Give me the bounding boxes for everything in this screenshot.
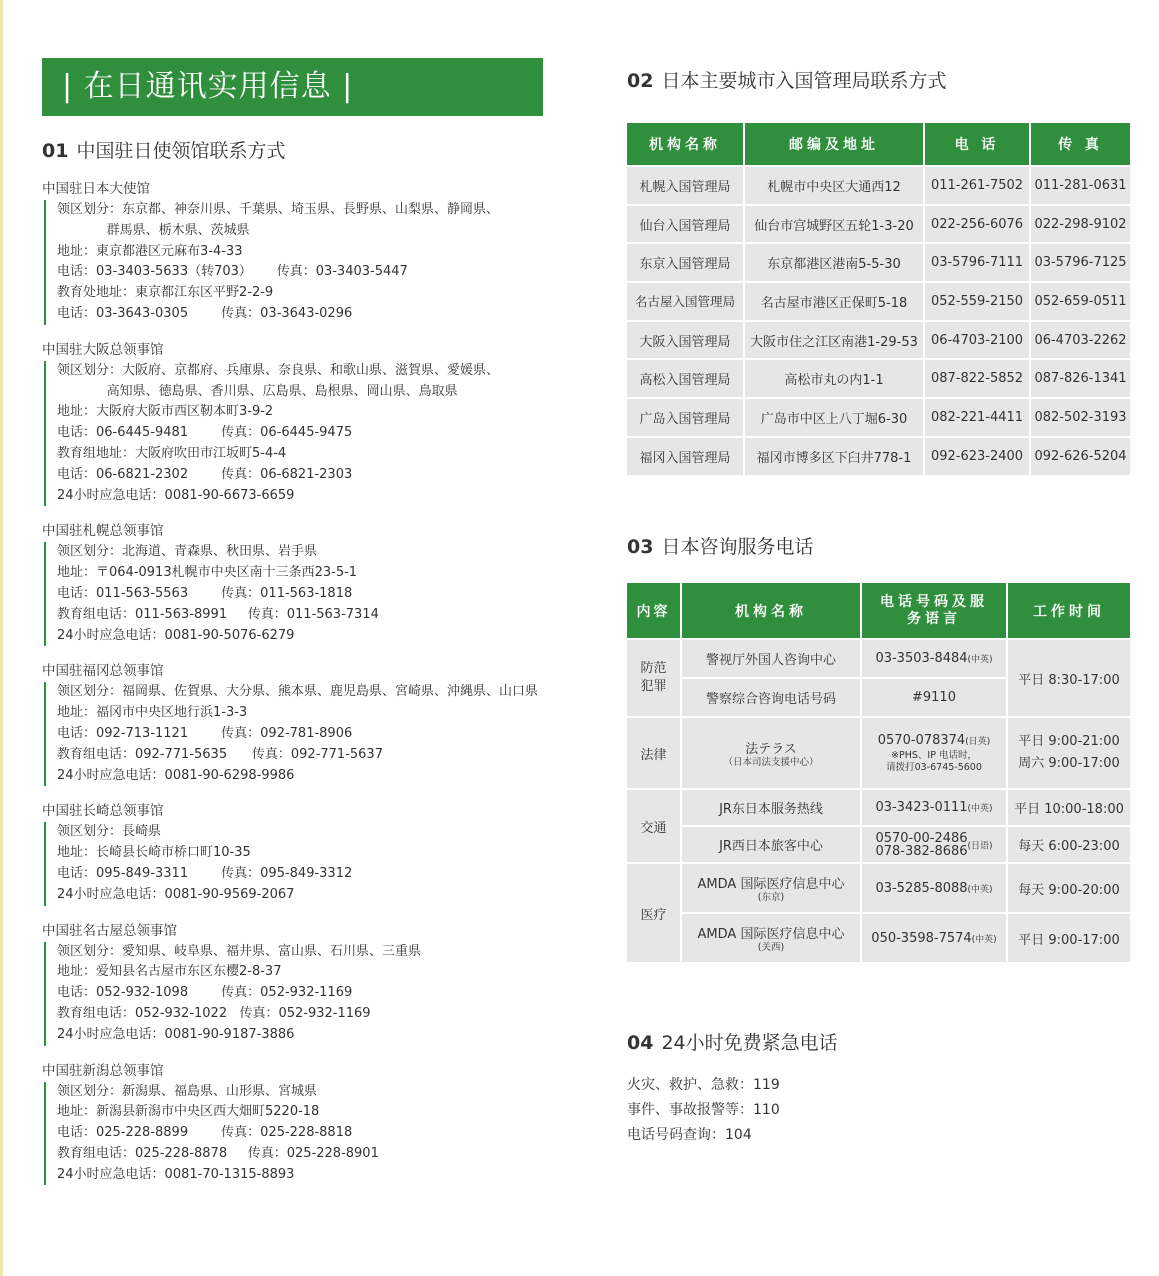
traffic-org-2: JR西日本旅客中心 — [682, 827, 860, 862]
emergency-line-fire: 火灾、救护、急救：119 — [627, 1077, 780, 1093]
consulate-detail-line: 教育组电话：092-771-5635 传真：092-771-5637 — [57, 746, 383, 762]
bureau-address: 札幌市中央区大通西12 — [745, 167, 923, 204]
crime-org-2: 警察综合咨询电话号码 — [682, 679, 860, 716]
consulate-detail-line: 领区划分：东京都、神奈川県、千葉県、埼玉県、長野県、山梨県、静岡県、 — [57, 202, 500, 217]
consulate-detail-line: 地址：新潟县新潟市中央区西大畑町5220-18 — [57, 1104, 320, 1120]
bureau-name: 札幌入国管理局 — [627, 167, 743, 204]
category-law: 法律 — [627, 718, 680, 788]
consulate-name: 中国驻福冈总领事馆 — [42, 663, 164, 680]
medical-org-1: AMDA 国际医疗信息中心 (东京) — [682, 864, 860, 912]
consulate-detail-line: 24小时应急电话：0081-90-9569-2067 — [57, 886, 295, 902]
bureau-address: 高松市丸の内1-1 — [745, 360, 923, 397]
bureau-name: 大阪入国管理局 — [627, 322, 743, 359]
section-01-number: 01 — [42, 140, 69, 162]
consulate-detail-line: 电话：011-563-5563 传真：011-563-1818 — [57, 585, 353, 601]
section-04-label: 24小时免费紧急电话 — [661, 1032, 838, 1054]
consulate-detail-line: 领区划分：愛知県、岐阜県、福井県、富山県、石川県、三重県 — [57, 943, 422, 959]
bureau-name: 名古屋入国管理局 — [627, 283, 743, 320]
section-02-title — [627, 66, 1130, 93]
consulate-detail-line: 教育组电话：052-932-1022 传真：052-932-1169 — [57, 1005, 371, 1021]
consulate-detail-line: 教育处地址：東京都江东区平野2-2-9 — [57, 285, 274, 301]
consulate-detail-line: 领区划分：福岡県、佐賀県、大分県、熊本県、鹿児島県、宮崎県、沖縄県、山口県 — [57, 684, 539, 700]
traffic-tel-1: 03-3423-0111(中英) — [862, 790, 1006, 825]
consulate-detail-line: 24小时应急电话：0081-90-6673-6659 — [57, 487, 295, 503]
category-medical: 医疗 — [627, 864, 680, 962]
consulate-detail-line: 地址：长崎县长崎市桥口町10-35 — [57, 845, 251, 861]
bureau-fax: 022-298-9102 — [1031, 206, 1130, 243]
consulate-detail-line: 电话：03-3643-0305 传真：03-3643-0296 — [57, 305, 353, 321]
consulate-block — [42, 1061, 587, 1186]
consulate-detail-line: 电话：025-228-8899 传真：025-228-8818 — [57, 1125, 353, 1141]
traffic-tel-2: 0570-00-2486 078-382-8686 (日语) — [862, 827, 1006, 862]
medical-tel-1: 03-5285-8088(中英) — [862, 864, 1006, 912]
consulate-detail-line: 地址：東京都港区元麻布3-4-33 — [57, 243, 243, 259]
consulate-block — [42, 521, 587, 646]
emergency-line-police: 事件、事故报警等：110 — [627, 1102, 780, 1118]
table-row — [627, 399, 1130, 436]
consulate-name: 中国驻日本大使馆 — [42, 181, 150, 197]
medical-org-2: AMDA 国际医疗信息中心 (关西) — [682, 914, 860, 962]
consulate-detail-line: 教育组电话：025-228-8878 传真：025-228-8901 — [57, 1145, 379, 1161]
col-header-address: 邮编及地址 — [745, 123, 923, 165]
table-row — [627, 206, 1130, 243]
bureau-tel: 087-822-5852 — [925, 360, 1029, 397]
consulate-name: 中国驻名古屋总领事馆 — [42, 922, 177, 939]
bureau-tel: 011-261-7502 — [925, 167, 1029, 204]
consulate-detail-line: 领区划分：長崎県 — [57, 824, 162, 840]
consulate-detail-line: 领区划分：大阪府、京都府、兵庫県、奈良県、和歌山県、滋賀県、愛媛県、 — [57, 362, 500, 378]
traffic-hours-1: 平日 10:00-18:00 — [1008, 790, 1130, 825]
crime-hours: 平日 8:30-17:00 — [1008, 640, 1130, 716]
section-01-label: 中国驻日使领馆联系方式 — [76, 140, 286, 162]
consulate-name: 中国驻大阪总领事馆 — [42, 341, 164, 358]
bureau-tel: 082-221-4411 — [925, 399, 1029, 436]
table-row — [627, 360, 1130, 397]
consulate-detail-line: 电话：03-3403-5633（转703） 传真：03-3403-5447 — [57, 264, 408, 280]
consulate-detail-line: 地址：爱知县名古屋市东区东樱2-8-37 — [57, 964, 282, 980]
consulate-detail-line: 电话：092-713-1121 传真：092-781-8906 — [57, 725, 353, 741]
section-04-title — [627, 1028, 1130, 1055]
consulate-name: 中国驻新潟总领事馆 — [42, 1062, 164, 1079]
consulate-detail-line: 24小时应急电话：0081-90-9187-3886 — [57, 1026, 295, 1042]
bureau-tel: 06-4703-2100 — [925, 322, 1029, 359]
consulate-detail-line: 电话：095-849-3311 传真：095-849-3312 — [57, 865, 353, 881]
section-03-label: 日本咨询服务电话 — [661, 536, 814, 558]
bureau-tel: 052-559-2150 — [925, 283, 1029, 320]
consulate-details — [44, 361, 587, 507]
medical-tel-2: 050-3598-7574(中英) — [862, 914, 1006, 962]
bureau-address: 福冈市博多区下臼井778-1 — [745, 438, 923, 475]
consulate-name: 中国驻长崎总领事馆 — [42, 803, 164, 820]
section-04 — [627, 1028, 1130, 1148]
consulate-block — [42, 801, 587, 905]
section-02 — [627, 66, 1130, 477]
consulate-detail-line: 高知県、徳島県、香川県、広島県、島根県、岡山県、鳥取県 — [57, 383, 458, 399]
col-header-tel: 电 话 — [925, 123, 1029, 165]
immigration-bureau-table — [625, 121, 1132, 477]
table-row — [627, 438, 1130, 475]
consultation-table — [625, 581, 1132, 964]
emergency-line-directory: 电话号码查询：104 — [627, 1127, 752, 1143]
crime-org-1: 警视厅外国人咨询中心 — [682, 640, 860, 677]
medical-hours-1: 每天 9:00-20:00 — [1008, 864, 1130, 912]
bureau-fax: 087-826-1341 — [1031, 360, 1130, 397]
consulate-detail-line: 领区划分：北海道、青森県、秋田県、岩手県 — [57, 544, 318, 560]
category-crime: 防范犯罪 — [627, 640, 680, 716]
medical-hours-2: 平日 9:00-17:00 — [1008, 914, 1130, 962]
section-04-number: 04 — [627, 1032, 654, 1054]
bureau-fax: 082-502-3193 — [1031, 399, 1130, 436]
page-edge-line — [0, 0, 3, 1276]
bureau-name: 广岛入国管理局 — [627, 399, 743, 436]
consulate-block — [42, 921, 587, 1046]
consulate-name: 中国驻札幌总领事馆 — [42, 523, 164, 540]
category-traffic: 交通 — [627, 790, 680, 862]
bureau-address: 名古屋市港区正保町5-18 — [745, 283, 923, 320]
bureau-fax: 06-4703-2262 — [1031, 322, 1130, 359]
bureau-address: 广岛市中区上八丁堀6-30 — [745, 399, 923, 436]
traffic-org-1: JR东日本服务热线 — [682, 790, 860, 825]
consulate-detail-line: 电话：06-6821-2302 传真：06-6821-2303 — [57, 466, 353, 482]
bureau-address: 东京都港区港南5-5-30 — [745, 244, 923, 281]
table-row — [627, 283, 1130, 320]
consulate-detail-line: 地址：〒064-0913札幌市中央区南十三条西23-5-1 — [57, 565, 358, 581]
bureau-fax: 03-5796-7125 — [1031, 244, 1130, 281]
bureau-tel: 022-256-6076 — [925, 206, 1029, 243]
consulate-detail-line: 电话：052-932-1098 传真：052-932-1169 — [57, 985, 353, 1001]
law-tel: 0570-078374(日英) ※PHS、IP 电话时， 请拨打03-6745-5600 — [862, 718, 1006, 788]
bureau-fax: 052-659-0511 — [1031, 283, 1130, 320]
consulate-detail-line: 电话：06-6445-9481 传真：06-6445-9475 — [57, 425, 353, 441]
col-header-content: 内容 — [627, 583, 680, 638]
consulate-detail-line: 24小时应急电话：0081-70-1315-8893 — [57, 1166, 295, 1182]
consulate-details — [44, 1082, 587, 1186]
col-header-tel-lang: 电话号码及服务语言 — [862, 583, 1006, 638]
section-02-label: 日本主要城市入国管理局联系方式 — [661, 70, 947, 92]
bureau-fax: 011-281-0631 — [1031, 167, 1130, 204]
table-row — [627, 244, 1130, 281]
bureau-address: 大阪市住之江区南港1-29-53 — [745, 322, 923, 359]
section-02-number: 02 — [627, 70, 654, 92]
bureau-fax: 092-626-5204 — [1031, 438, 1130, 475]
consulate-details — [44, 682, 587, 786]
consulate-block — [42, 179, 587, 325]
bureau-name: 东京入国管理局 — [627, 244, 743, 281]
consulate-detail-line: 地址：福冈市中央区地行浜1-3-3 — [57, 705, 248, 721]
consulate-list — [42, 179, 587, 1185]
crime-tel-1: 03-3503-8484(中英) — [862, 640, 1006, 677]
consulate-detail-line: 地址：大阪府大阪市西区靭本町3-9-2 — [57, 404, 274, 420]
col-header-hours: 工作时间 — [1008, 583, 1130, 638]
section-03 — [627, 532, 1130, 964]
col-header-org: 机构名称 — [627, 123, 743, 165]
section-01-title — [42, 136, 587, 163]
consulate-block — [42, 661, 587, 786]
bureau-name: 仙台入国管理局 — [627, 206, 743, 243]
consulate-detail-line: 教育组电话：011-563-8991 传真：011-563-7314 — [57, 606, 379, 622]
bureau-address: 仙台市宫城野区五轮1-3-20 — [745, 206, 923, 243]
consulate-block — [42, 340, 587, 507]
law-hours: 平日 9:00-21:00 周六 9:00-17:00 — [1008, 718, 1130, 788]
section-03-number: 03 — [627, 536, 654, 558]
consulate-details — [44, 942, 587, 1046]
consulate-detail-line: 24小时应急电话：0081-90-6298-9986 — [57, 767, 295, 783]
left-column — [42, 58, 587, 1200]
bureau-name: 高松入国管理局 — [627, 360, 743, 397]
consulate-detail-line: 24小时应急电话：0081-90-5076-6279 — [57, 627, 295, 643]
table-row — [627, 167, 1130, 204]
consulate-details — [44, 822, 587, 905]
bureau-tel: 03-5796-7111 — [925, 244, 1029, 281]
consulate-detail-line: 群馬県、栃木県、茨城県 — [57, 222, 250, 238]
page-banner-title: | 在日通讯实用信息 | — [42, 58, 543, 116]
section-03-title — [627, 532, 1130, 559]
bureau-name: 福冈入国管理局 — [627, 438, 743, 475]
col-header-org: 机构名称 — [682, 583, 860, 638]
crime-tel-2: #9110 — [862, 679, 1006, 716]
table-row — [627, 322, 1130, 359]
bureau-tel: 092-623-2400 — [925, 438, 1029, 475]
consulate-detail-line: 领区划分：新潟県、福島県、山形県、宮城県 — [57, 1083, 318, 1099]
consulate-detail-line: 教育组地址：大阪府吹田市江坂町5-4-4 — [57, 445, 287, 461]
law-org: 法テラス （日本司法支援中心） — [682, 718, 860, 788]
consulate-details — [44, 200, 587, 325]
col-header-fax: 传 真 — [1031, 123, 1130, 165]
traffic-hours-2: 每天 6:00-23:00 — [1008, 827, 1130, 862]
consulate-details — [44, 542, 587, 646]
